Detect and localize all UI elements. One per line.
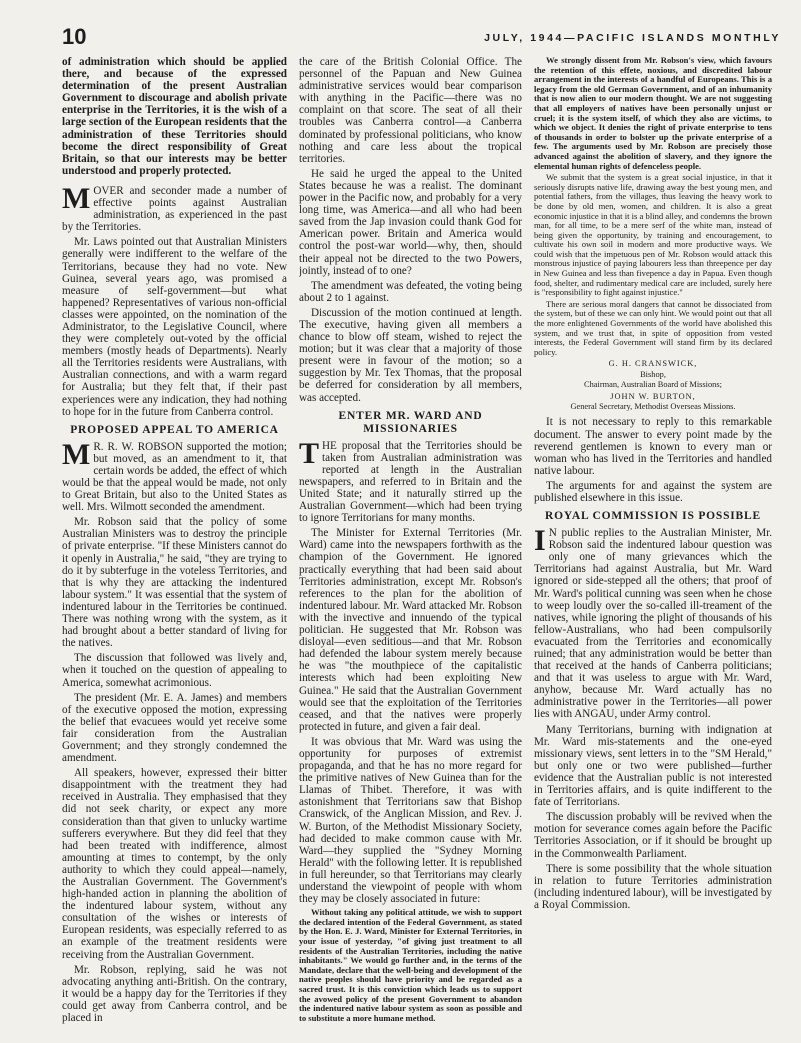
signatory-title: Bishop, [640,369,666,379]
paragraph: It was obvious that Mr. Ward was using the opportunity for purposes of extremist propaganda, and that he has no more regard for the primitive natives of New Guinea than for the Llamas of Thibet. Therefore, it was with astonishment that Territorians saw that Bishop Cranswick, of the Anglican Mission, and Rev. J. W. Burton, of the Methodist Missionary Society, had decided to make common cause with Mr. Ward—they supplied the "Sydney Morning Herald" with the following letter. It is republished in full hereunder, so that Territorians may clearly understand the viewpoint of people with whom they may be closely associated in future: [299,735,522,906]
paragraph: The Minister for External Territories (Mr. Ward) came into the newspapers forthwith as the champion of the Government. He ignored practically everything that had been said about Territories administration, except Mr. Robson's references to the plan for the abolition of indentured labour. Mr. Ward attacked Mr. Robson with the invective and innuendo of the typical politician. He suggested that Mr. Robson was disloyal—even seditious—and that Mr. Robson had defended the labour system merely because he was "the mouthpiece of the capitalistic interests which had been exploiting New Guinea." He said that the Australian Government would see that the exploitation of the Territories ceased, and that the natives were properly protected in future, and given a fair deal. [299,527,522,733]
paragraph: Mr. Laws pointed out that Australian Ministers generally were indifferent to the welfare of the Territorians, because they had no vote. New Guinea, several years ago, was promised a measure of self-government—but what happened? Representatives of various non-official classes were appointed, on the nomination of the Administrator, to the Legislative Council, where they were completely out-voted by the official members (mostly heads of Departments). Nearly all the Territories residents were Australians, with Australian connections, and with a warm regard for Australia; but they felt that, if their past experiences were any indication, they had nothing to hope for in the future from Canberra control. [62,236,287,418]
article-continuation [534,416,772,911]
paragraph: of administration which should be applied there, and because of the expressed determination of the present Australian Government to discourage and abolish private enterprise in the Territories, it is the wish of a large section of the European residents that the administration of these Territories should become the direct responsibility of Great Britain, so that our interests may be better understood and properly protected. [62,56,287,177]
paragraph: There is some possibility that the whole situation in relation to future Territories administration (including indentured labour), will be investigated by a Royal Commission. [534,862,772,911]
paragraph: IN public replies to the Australian Minister, Mr. Robson said the indentured labour question was only one of many grievances which the Territorians had against Australia, but Mr. Ward ignored or side-stepped all the others; that proof of Mr. Ward's political cunning was seen when he chose to weep loudly over the so-called ill-treament of the natives, while ignoring the plight of thousands of his fellow-Australians, who had been compulsorily evacuated from the Territories and economically ruined; that any administration would be better than that received at the hands of Canberra politicians; and that it was useless to argue with Mr. Ward, anyhow, because Mr. Ward actually has no administrative power in the Territories—all power lies with ANGAU, under Army control. [534,524,772,721]
page-header [62,26,781,52]
column-1 [62,56,287,1036]
paragraph: He said he urged the appeal to the United States because he was a realist. The dominant power in the Pacific now, and probably for a very long time, was America—and all who had been saved from the Jap invasion could thank God for American power. Britain and America would control the post-war world—why, then, should their appeal not be directed to the two Powers, jointly, instead of to one? [299,167,522,277]
paragraph: Mr. Robson said that the policy of some Australian Ministers was to destroy the principle of private enterprise. "If these Ministers cannot do it openly in Australia," he said, "they are trying to do it by subterfuge in the voteless Territories, and that is why they are attacking the indentured labour system." It was essential that the system of indentured labour in the Territories be continued. There was nothing wrong with the system, as it had brought about a better standard of living for the natives. [62,516,287,650]
paragraph: The discussion that followed was lively and, when it touched on the question of appealing to America, somewhat acrimonious. [62,652,287,689]
letter-paragraph: Without taking any political attitude, we wish to support the declared intention of the Federal Government, as stated by the Hon. E. J. Ward, Minister for External Territories, in your issue of yesterday, "of giving just treatment to all residents of the Australian Territories, including the native inhabitants." We would go further and, in the terms of the Mandate, declare that the well-being and development of the native peoples should have priority and be regarded as a sacred trust. It is this conviction which leads us to support the avowed policy of the present Government to abandon the indentured native labour system as soon as possible and to substitute a more humane method. [299,907,522,1023]
section-heading: ROYAL COMMISSION IS POSSIBLE [545,510,761,523]
signatory-name: JOHN W. BURTON, [610,392,696,402]
paragraph: All speakers, however, expressed their bitter disappointment with the treatment they had received in Australia. They emphasised that they did not seek charity, or expect any more consideration than that given to unlucky wartime sufferers everywhere. But they did feel that they had been treated with indifference, almost amounting at times to contempt, by the only authority to which they could appeal—namely, the Australian Government. The Government's high-handed action in planning the abolition of the indentured labour system, without any consultation of the wishes or interests of European residents, was especially referred to as an example of the treatment residents were receiving from the Australian Government. [62,767,287,961]
letter-paragraph: There are serious moral dangers that cannot be dissociated from the system, but of these we can only hint. We would point out that all the more enlightened Governments of the world have abolished this system, and we trust that, in spite of opposition from vested interests, the Federal Government will stand firm by its declared policy. [534,298,772,357]
running-title: JULY, 1944—PACIFIC ISLANDS MONTHLY [484,32,781,44]
column-2 [299,56,522,1036]
paragraph: Mr. Robson, replying, said he was not advocating anything anti-British. On the contrary, it would be a happy day for the Territories if they could get away from Canberra control, and be placed in [62,963,287,1025]
column-3 [534,56,772,1036]
paragraph: MOVER and seconder made a number of effective points against Australian administration, as experienced in the past by the Territories. [62,181,287,234]
paragraph: the care of the British Colonial Office. The personnel of the Papuan and New Guinea administrative services would bear comparison with anything in the Pacific—there was no complaint on that score. The seat of all their troubles was Canberra control—a Canberra dominated by professional politicians, who know nothing and care less about the tropical territories. [299,56,522,165]
section-heading: PROPOSED APPEAL TO AMERICA [70,423,279,436]
paragraph: The president (Mr. E. A. James) and members of the executive opposed the motion, expressing the belief that evacuees would yet receive some fair consideration from the Australian Government; and they strongly condemned the amendment. [62,691,287,765]
section-heading: ENTER MR. WARD AND MISSIONARIES [338,409,483,435]
signatory-role: Chairman, Australian Board of Missions; [584,379,722,389]
paragraph: The discussion probably will be revived when the motion for severance comes again before the Pacific Territories Association, or if it should be brought up in the Commonwealth Parliament. [534,811,772,860]
signatory-role: General Secretary, Methodist Overseas Missions. [570,402,736,412]
letter-signature-2 [534,392,772,412]
signatory-name: G. H. CRANSWICK, [608,359,698,369]
quoted-letter-continued [534,56,772,412]
letter-paragraph: We submit that the system is a great social injustice, in that it seriously disrupts native life, drawing away the best young men, and potential fathers, from the villages, thus leaving the heavy work to be done by old men, women, and children. It is also a great economic injustice in that it is a blind alley, and condemns the brown man, for all time, to be a mere serf of the white man, instead of being given the opportunity, by training and encouragement, to cultivate his own soil in modern and more productive ways. We could wish that the impetuous pen of Mr. Robson would attack this monstrous injustice of paying labourers less than threepence per day in New Guinea and less than fivepence a day in Papua. Even though food, shelter, and rudimentary medical care are included, surely here is "responsibility to fight against injustice." [534,172,772,298]
paragraph: Many Territorians, burning with indignation at Mr. Ward mis-statements and the one-eyed missionary views, sent letters in to the "SM Herald," but only one or two were published—further evidence that the Australian public is not interested in Territories affairs, and is quite indifferent to the fate of Territorians. [534,723,772,809]
paragraph: The amendment was defeated, the voting being about 2 to 1 against. [299,279,522,304]
page-number: 10 [62,24,87,49]
letter-paragraph: We strongly dissent from Mr. Robson's view, which favours the retention of this effete, noxious, and discredited labour arrangement in the interests of a handful of Europeans. This is a legacy from the old German Government, and of an inhumanity that is now alien to our modern thought. We are not suggesting that all employers of natives have been personally unjust or cruel; it is the system itself, of which they also are victims, to which we object. It denies the right of private enterprise to tens of thousands in order to bolster up the private enterprise of a few. The arguments used by Mr. Robson are precisely those advanced against the abolition of slavery, and they ignore the elemental human rights of defenceless people. [534,56,772,171]
article-columns [62,56,781,1036]
quoted-letter [299,908,522,1023]
paragraph: The arguments for and against the system are published elsewhere in this issue. [534,479,772,504]
paragraph: MR. R. W. ROBSON supported the motion; but moved, as an amendment to it, that certain words be added, the effect of which would be that the appeal would be made, not only to Great Britain, but also to the United States as well. Mrs. Wilmott seconded the amendment. [62,437,287,514]
paragraph: THE proposal that the Territories should be taken from Australian administration was reported at length in the Australian newspapers, and referred to in Britain and the United State; and it naturally stirred up the Australian Government—which had been trying to ignore Territorians for many months. [299,436,522,525]
paragraph: It is not necessary to reply to this remarkable document. The answer to every point made by the reverend gentlemen is known to every man or woman who has lived in the Territories and handled native labour. [534,416,772,477]
letter-signature-1 [534,359,772,390]
paragraph: Discussion of the motion continued at length. The executive, having given all members a chance to blow off steam, wished to reject the motion; but it was clear that a majority of those present were in favour of the motion; so a suggestion by Mr. Tex Thomas, that the proposal be deferred for consideration by all members, was accepted. [299,306,522,404]
